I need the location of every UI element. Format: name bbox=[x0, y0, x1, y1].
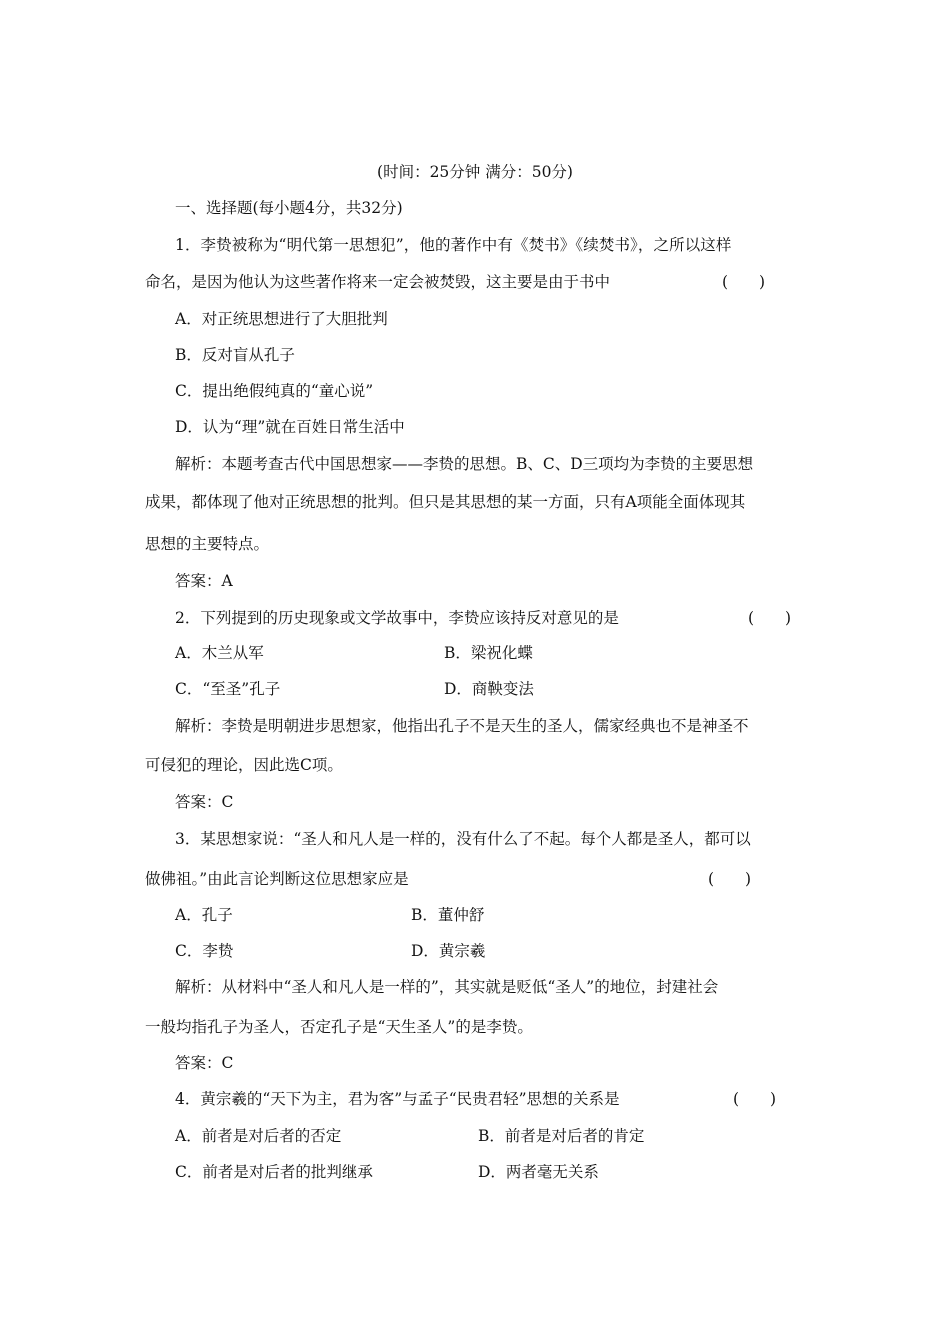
option-d: D．商鞅变法 bbox=[444, 680, 534, 698]
analysis: 思想的主要特点。 bbox=[145, 535, 270, 553]
answer: 答案：C bbox=[175, 1054, 234, 1072]
section-title: 一、选择题(每小题4分，共32分) bbox=[175, 199, 403, 217]
question-stem: 4．黄宗羲的“天下为主，君为客”与孟子“民贵君轻”思想的关系是 bbox=[175, 1090, 620, 1108]
analysis: 一般均指孔子为圣人，否定孔子是“天生圣人”的是李贽。 bbox=[145, 1018, 533, 1036]
option-a: A．孔子 bbox=[175, 906, 233, 924]
option-a: A．木兰从军 bbox=[175, 644, 264, 662]
option-b: B．反对盲从孔子 bbox=[175, 346, 295, 364]
option-a: A．前者是对后者的否定 bbox=[175, 1127, 342, 1145]
analysis: 解析：从材料中“圣人和凡人是一样的”，其实就是贬低“圣人”的地位，封建社会 bbox=[175, 978, 719, 996]
question-stem: 2．下列提到的历史现象或文学故事中，李贽应该持反对意见的是 bbox=[175, 609, 619, 627]
analysis: 解析：本题考查古代中国思想家——李贽的思想。B、C、D三项均为李贽的主要思想 bbox=[175, 455, 754, 473]
answer-bracket: ( ) bbox=[748, 609, 792, 627]
option-d: D．黄宗羲 bbox=[411, 942, 486, 960]
analysis: 解析：李贽是明朝进步思想家，他指出孔子不是天生的圣人，儒家经典也不是神圣不 bbox=[175, 717, 749, 735]
answer: 答案：A bbox=[175, 572, 233, 590]
option-d: D．认为“理”就在百姓日常生活中 bbox=[175, 418, 405, 436]
option-b: B．前者是对后者的肯定 bbox=[478, 1127, 645, 1145]
option-b: B．董仲舒 bbox=[411, 906, 485, 924]
option-c: C．前者是对后者的批判继承 bbox=[175, 1163, 373, 1181]
analysis: 可侵犯的理论，因此选C项。 bbox=[145, 756, 343, 774]
answer: 答案：C bbox=[175, 793, 234, 811]
option-c: C．李贽 bbox=[175, 942, 234, 960]
option-c: C．提出绝假纯真的“童心说” bbox=[175, 382, 374, 400]
question-stem: 1．李贽被称为“明代第一思想犯”，他的著作中有《焚书》《续焚书》，之所以这样 bbox=[175, 236, 732, 254]
question-stem: 做佛祖。”由此言论判断这位思想家应是 bbox=[145, 870, 409, 888]
question-stem: 3．某思想家说：“圣人和凡人是一样的，没有什么了不起。每个人都是圣人，都可以 bbox=[175, 830, 751, 848]
analysis: 成果，都体现了他对正统思想的批判。但只是其思想的某一方面，只有A项能全面体现其 bbox=[145, 493, 746, 511]
answer-bracket: ( ) bbox=[722, 273, 766, 291]
answer-bracket: ( ) bbox=[733, 1090, 777, 1108]
option-a: A．对正统思想进行了大胆批判 bbox=[175, 310, 388, 328]
option-d: D．两者毫无关系 bbox=[478, 1163, 599, 1181]
time-score-header: (时间：25分钟 满分：50分) bbox=[377, 163, 573, 181]
answer-bracket: ( ) bbox=[708, 870, 752, 888]
question-stem: 命名，是因为他认为这些著作将来一定会被焚毁，这主要是由于书中 bbox=[145, 273, 611, 291]
option-c: C．“至圣”孔子 bbox=[175, 680, 281, 698]
option-b: B．梁祝化蝶 bbox=[444, 644, 533, 662]
